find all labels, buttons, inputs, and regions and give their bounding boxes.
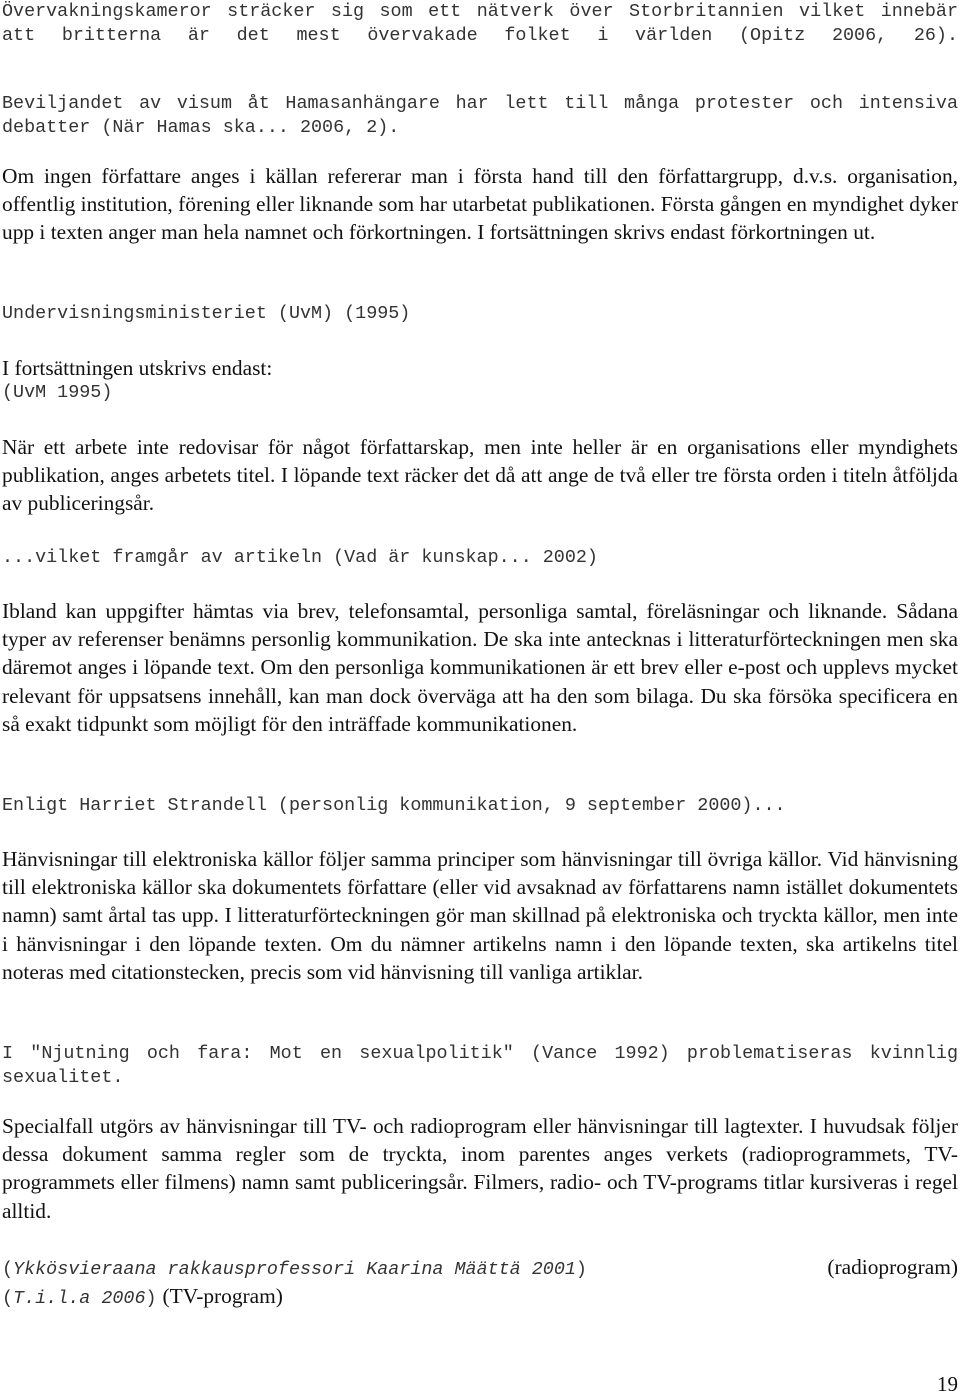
body-paragraph-special-cases: Specialfall utgörs av hänvisningar till TV- och radioprogram eller hänvisningar till lagtexter. I huvudsak följer dessa dokument samma regler som de tryckta, inom parentes anges verkets (radioprogrammets, TV-programmets eller filmens) namn samt publiceringsår. Filmers, radio- och TV-programs titlar kursiveras i regel alltid.	[2, 1114, 958, 1223]
example-tv-program	[2, 1284, 958, 1309]
tv-close-paren: )	[145, 1288, 157, 1309]
example-quote-surveillance: Övervakningskameror sträcker sig som ett nätverk över Storbritannien vilket innebär att britterna är det mest övervakade folket i världen (Opitz 2006, 26).	[2, 1, 958, 46]
tv-open-paren: (	[2, 1288, 14, 1309]
example-title-citation: ...vilket framgår av artikeln (Vad är kunskap... 2002)	[2, 547, 598, 568]
example-quote-hamas: Beviljandet av visum åt Hamasanhängare har lett till många protester och intensiva debatter (När Hamas ska... 2006, 2).	[2, 93, 958, 138]
radio-open-paren: (	[2, 1259, 14, 1280]
body-line-abbreviation: I fortsättningen utskrivs endast:	[2, 356, 273, 380]
body-paragraph-electronic-sources: Hänvisningar till elektroniska källor följer samma principer som hänvisningar till övriga källor. Vid hänvisning till elektroniska källor ska dokumentets författare (eller vid avsaknad av författarens namn istället dokumentets namn) samt årtal tas upp. I litteraturförteckningen gör man skillnad på elektroniska och tryckta källor, men inte i hänvisningar i den löpande texten. Om du nämner artikelns namn i den löpande texten, ska artikelns titel noteras med citationstecken, precis som vid hänvisning till vanliga artiklar.	[2, 847, 958, 984]
body-paragraph-title-only: När ett arbete inte redovisar för något författarskap, men inte heller är en organisations eller myndighets publikation, anges arbetets titel. I löpande text räcker det då att ange de två eller tre första orden i titeln åtföljda av publiceringsår.	[2, 435, 958, 516]
tv-program-label: (TV-program)	[162, 1284, 283, 1308]
page-number: 19	[937, 1372, 958, 1396]
example-organisation-short: (UvM 1995)	[2, 382, 113, 403]
example-radio-program	[2, 1255, 958, 1280]
body-paragraph-personal-communication: Ibland kan uppgifter hämtas via brev, telefonsamtal, personliga samtal, föreläsningar och liknande. Sådana typer av referenser benämns personlig kommunikation. De ska inte antecknas i litteraturförteckningen men ska däremot anges i löpande text. Om den personliga kommunikationen är ett brev eller e-post och upplevs mycket relevant för uppsatsens innehåll, kan man dock överväga att ha den som bilaga. Du ska försöka specificera en så exakt tidpunkt som möjligt för den inträffade kommunikationen.	[2, 599, 958, 736]
example-organisation-full: Undervisningsministeriet (UvM) (1995)	[2, 303, 411, 324]
tv-program-title: T.i.l.a 2006	[13, 1288, 146, 1309]
radio-program-title: Ykkösvieraana rakkausprofessori Kaarina Määttä 2001	[13, 1259, 576, 1280]
example-personal-communication: Enligt Harriet Strandell (personlig kommunikation, 9 september 2000)...	[2, 795, 786, 816]
body-paragraph-no-author: Om ingen författare anges i källan refererar man i första hand till den författargrupp, d.v.s. organisation, offentlig institution, förening eller liknande som har utarbetat publikationen. Första gången en myndighet dyker upp i texten anger man hela namnet och förkortningen. I fortsättningen skrivs endast förkortningen ut.	[2, 164, 958, 245]
radio-close-paren: )	[575, 1259, 587, 1280]
example-electronic-citation: I "Njutning och fara: Mot en sexualpolitik" (Vance 1992) problematiseras kvinnlig sexualitet.	[2, 1043, 958, 1088]
radio-program-label: (radioprogram)	[827, 1255, 958, 1279]
